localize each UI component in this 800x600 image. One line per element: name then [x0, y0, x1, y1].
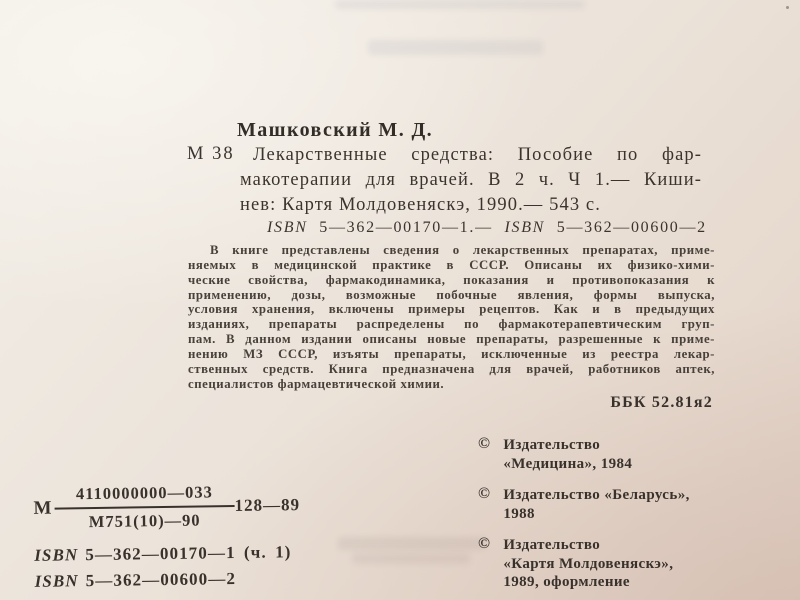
fraction-suffix: 128—89	[234, 495, 301, 516]
showthrough-smudge	[352, 553, 470, 564]
isbn-label: ISBN	[34, 571, 79, 591]
isbn-label: ISBN	[267, 219, 308, 236]
annotation-line: ственных средств. Книга предназначена для врачей, работников аптек,	[188, 361, 715, 376]
annotation-line: специалистов фармацевтической химии.	[188, 376, 445, 391]
isbn-line-part1	[34, 542, 301, 566]
copyright-icon: ©	[478, 435, 491, 452]
isbn-number: 5—362—00600—2	[85, 569, 237, 591]
catalog-line: нев: Картя Молдовеняскэ, 1990.— 543 с.	[240, 195, 601, 215]
fraction-numerator: 4110000000—033	[54, 482, 234, 510]
copyright-text	[503, 486, 689, 523]
catalog-line: макотерапии для врачей. В 2 ч. Ч 1.— Киши-	[240, 170, 702, 190]
isbn-label: ISBN	[34, 545, 79, 565]
catalog-entry	[187, 143, 707, 237]
copyright-block	[478, 436, 690, 600]
copyright-line: Издательство	[503, 437, 601, 453]
copyright-line: Издательство	[503, 537, 601, 553]
copyright-text	[503, 436, 632, 473]
annotation-paragraph	[188, 243, 715, 391]
isbn-number: 5—362—00600—2	[556, 219, 707, 236]
author-name: Машковский М. Д.	[237, 119, 434, 141]
copyright-icon: ©	[478, 485, 491, 502]
showthrough-smudge	[338, 537, 486, 550]
copyright-line: 1989, оформление	[503, 574, 630, 590]
isbn-number: 5—362—00170—1.—	[319, 219, 493, 236]
fraction-denominator: М751(10)—90	[88, 510, 201, 532]
annotation-line: изданиях, препараты распределены по фармакотерапевтическим груп-	[188, 317, 715, 332]
isbn-label: ISBN	[504, 219, 546, 236]
annotation-line: пам. В данном издании описаны новые препараты, разрешенные к приме-	[188, 332, 715, 347]
fraction	[54, 482, 235, 533]
bbk-classification-code: ББК 52.81я2	[610, 394, 713, 411]
showthrough-smudge	[368, 40, 543, 55]
copyright-icon: ©	[478, 535, 491, 552]
annotation-line: применению, дозы, возможные побочные явления, формы выпуска,	[188, 287, 715, 302]
catalog-number-block	[33, 481, 301, 592]
paper-speck	[786, 6, 789, 9]
copyright-entry	[478, 436, 690, 473]
isbn-number: 5—362—00170—1 (ч. 1)	[85, 542, 292, 565]
catalog-number-fraction	[33, 481, 300, 533]
copyright-entry	[478, 536, 690, 592]
annotation-line: нению МЗ СССР, изъяты препараты, исключенные из реестра лекар-	[188, 346, 715, 361]
annotation-line: ческие свойства, фармакодинамика, показания и противопоказания к	[188, 272, 715, 287]
showthrough-smudge	[335, 0, 585, 9]
copyright-line: Издательство «Беларусь»,	[503, 487, 690, 503]
copyright-line: «Медицина», 1984	[503, 455, 633, 472]
copyright-line: «Картя Молдовеняскэ»,	[503, 555, 674, 572]
isbn-header-line	[267, 219, 707, 237]
isbn-line-part2	[34, 568, 301, 592]
fraction-prefix: М	[33, 497, 53, 519]
copyright-line: 1988	[503, 505, 535, 522]
catalog-line: Лекарственные средства: Пособие по фар-	[253, 145, 702, 165]
catalog-index: М 38	[187, 144, 235, 164]
copyright-entry	[478, 486, 690, 523]
copyright-text	[503, 536, 673, 592]
catalog-description	[240, 143, 702, 218]
annotation-line: условия хранения, включены примеры рецептов. Как и в предыдущих	[188, 302, 715, 317]
annotation-line: В книге представлены сведения о лекарственных препаратах, приме-	[210, 243, 715, 257]
annotation-line: няемых в медицинской практике в СССР. Описаны их физико-хими-	[188, 257, 715, 272]
catalog-card	[187, 119, 707, 237]
